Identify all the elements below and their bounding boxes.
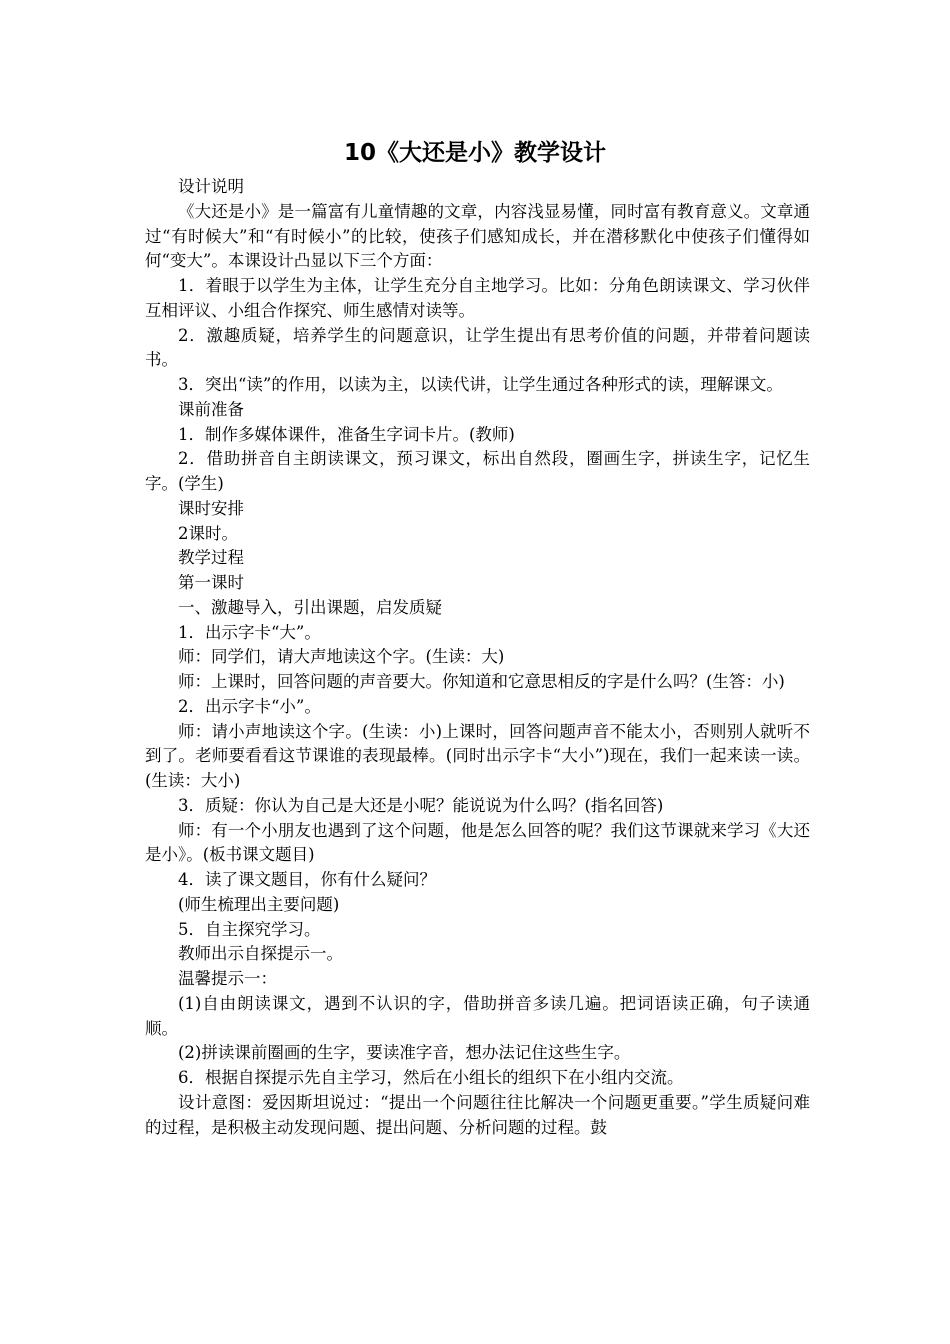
paragraph: 师：同学们，请大声地读这个字。(生读：大) [178,647,505,667]
paragraph: 4．读了课文题目，你有什么疑问？ [178,870,436,889]
paragraph: 教师出示自探提示一。 [178,944,343,964]
paragraph: (1)自由朗读课文，遇到不认识的字，借助拼音多读几遍。把词语读正确，句子读通顺。 [145,993,810,1038]
document-title: 10《大还是小》教学设计 [343,140,606,166]
paragraph: 3．突出“读”的作用，以读为主，以读代讲，让学生通过各种形式的读，理解课文。 [178,375,783,394]
section-heading: 课时安排 [178,498,244,518]
paragraph: 3．质疑：你认为自己是大还是小呢？能说说为什么吗？(指名回答) [178,795,664,815]
paragraph: 1．制作多媒体课件，准备生字词卡片。(教师) [178,424,515,444]
paragraph: 师：请小声地读这个字。(生读：小)上课时，回答问题声音不能太小，否则别人就听不到了。老师要看看这节课谁的表现最棒。(同时出示字卡“大小”)现在，我们一起来读一读。(生读：大小) [145,721,810,790]
section-heading: 第一课时 [178,573,244,592]
paragraph: 1．出示字卡“大”。 [178,622,321,642]
paragraph: 《大还是小》是一篇富有儿童情趣的文章，内容浅显易懂，同时富有教育意义。文章通过“有时候大”和“有时候小”的比较，使孩子们感知成长，并在潜移默化中使孩子们懂得如何“变大”。本课设计凸显以下三个方面： [145,201,810,271]
paragraph: 1．着眼于以学生为主体，让学生充分自主地学习。比如：分角色朗读课文、学习伙伴互相评议、小组合作探究、师生感情对读等。 [145,276,810,320]
paragraph: 5．自主探究学习。 [178,919,321,939]
section-heading: 课前准备 [178,399,244,419]
paragraph: 师：有一个小朋友也遇到了这个问题，他是怎么回答的呢？我们这节课就来学习《大还是小》。(板书课文题目) [145,820,810,865]
paragraph: 师：上课时，回答问题的声音要大。你知道和它意思相反的字是什么吗？(生答：小) [178,672,785,691]
paragraph: 温馨提示一： [178,969,277,988]
paragraph: 2．激趣质疑，培养学生的问题意识，让学生提出有思考价值的问题，并带着问题读书。 [145,325,810,370]
paragraph: 2．出示字卡“小”。 [178,696,321,716]
section-heading: 一、激趣导入，引出课题，启发质疑 [178,597,442,617]
paragraph: 2．借助拼音自主朗读课文，预习课文，标出自然段，圈画生字，拼读生字，记忆生字。(学生) [145,449,810,493]
document-body [145,175,810,1140]
paragraph: 2课时。 [178,523,238,543]
paragraph: (师生梳理出主要问题) [178,894,340,914]
paragraph: 6．根据自探提示先自主学习，然后在小组长的组织下在小组内交流。 [178,1068,684,1087]
paragraph: (2)拼读课前圈画的生字，要读准字音，想办法记住这些生字。 [178,1043,631,1063]
section-heading: 教学过程 [178,548,244,568]
paragraph: 设计意图：爱因斯坦说过：“提出一个问题往往比解决一个问题更重要。”学生质疑问难的过程，是积极主动发现问题、提出问题、分析问题的过程。鼓 [145,1092,810,1137]
section-heading: 设计说明 [178,177,244,196]
